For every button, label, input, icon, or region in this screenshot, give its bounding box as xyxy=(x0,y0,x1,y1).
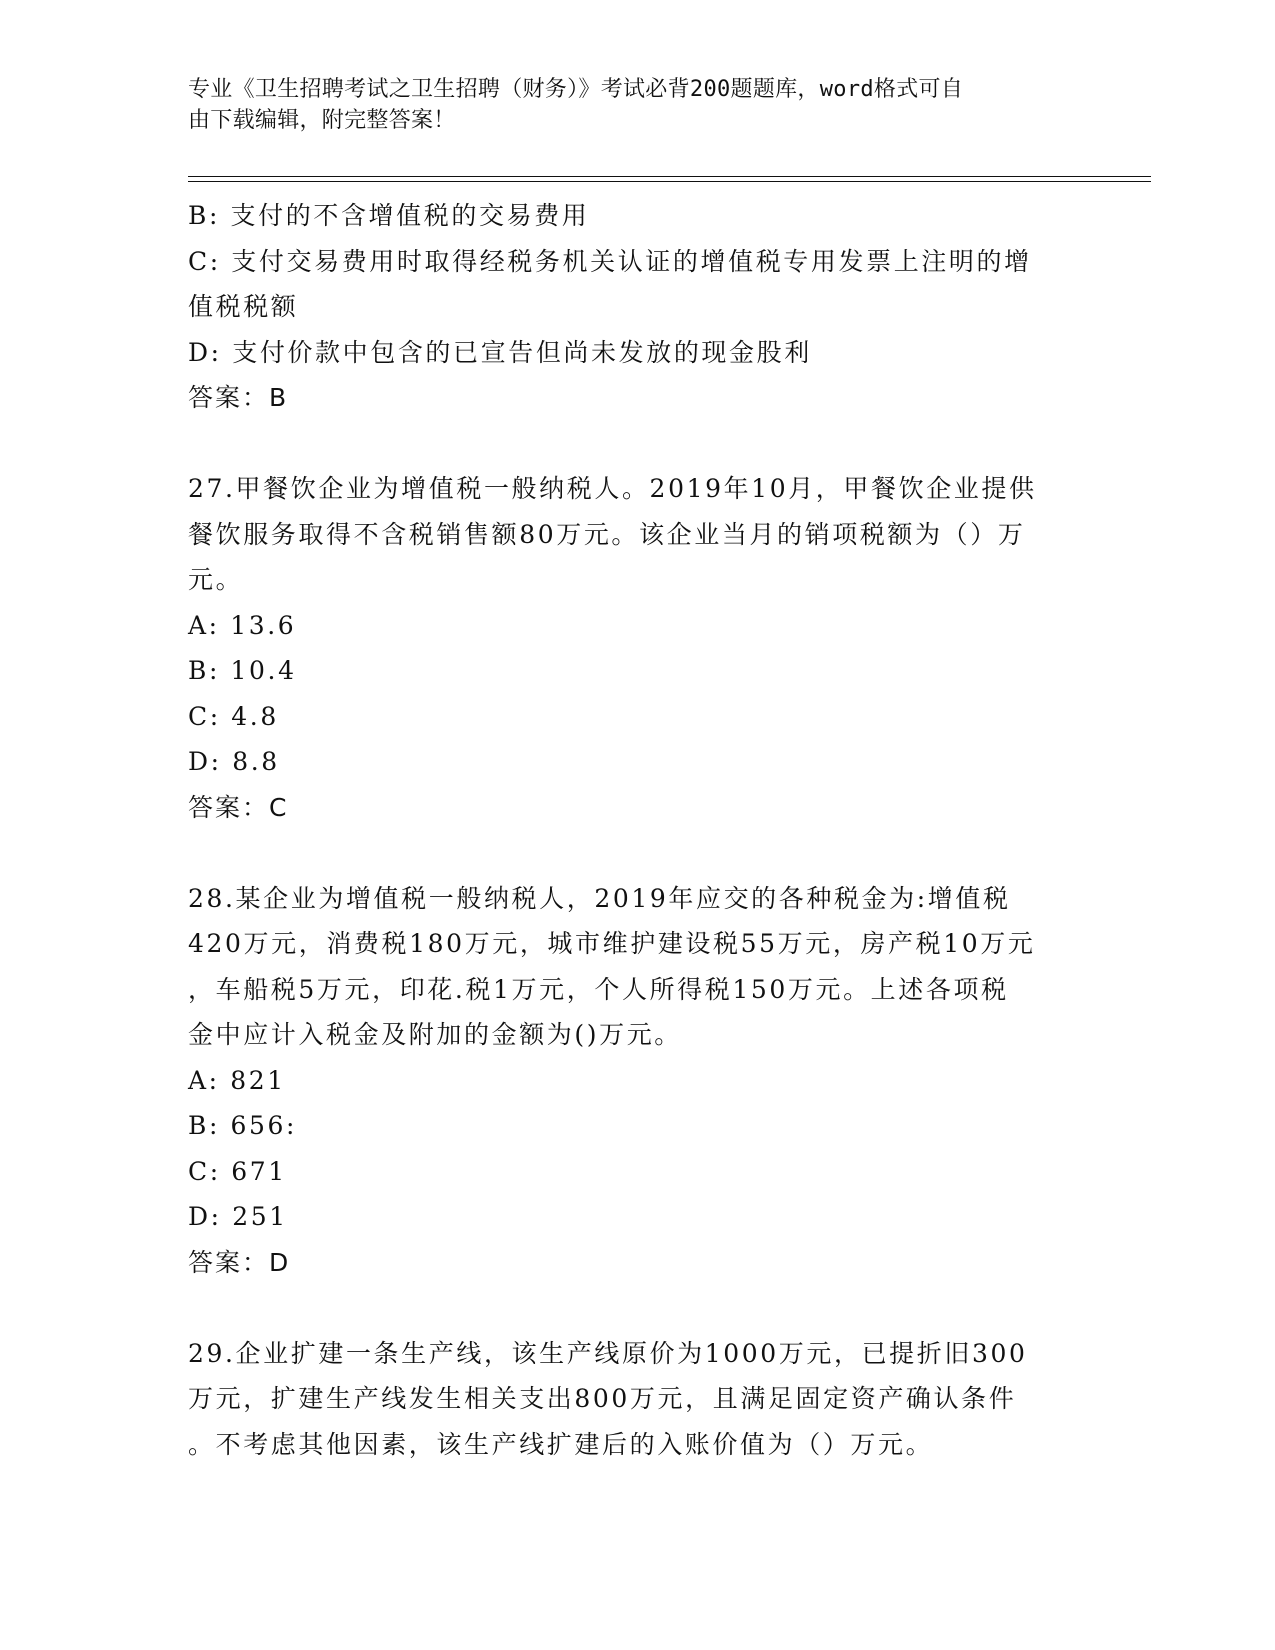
document-body xyxy=(188,193,1088,1467)
question-stem-line-4: 金中应计入税金及附加的金额为()万元。 xyxy=(188,1020,682,1049)
answer: 答案：B xyxy=(188,383,289,412)
header-divider-bottom xyxy=(188,181,1151,182)
option-b: B: 支付的不含增值税的交易费用 xyxy=(188,201,590,230)
spacer xyxy=(188,421,1088,467)
answer: 答案：C xyxy=(188,792,289,822)
question-28 xyxy=(188,876,1088,1286)
question-29 xyxy=(188,1331,1088,1468)
question-stem-line-2: 万元，扩建生产线发生相关支出800万元，且满足固定资产确认条件 xyxy=(188,1384,1017,1413)
question-stem-line-1: 27.甲餐饮企业为增值税一般纳税人。2019年10月，甲餐饮企业提供 xyxy=(188,474,1037,503)
spacer xyxy=(188,1285,1088,1331)
option-a: A: 821 xyxy=(188,1065,286,1095)
option-c: C: 4.8 xyxy=(188,701,279,731)
answer: 答案：D xyxy=(188,1247,291,1277)
document-header xyxy=(188,74,1068,136)
question-stem-line-1: 28.某企业为增值税一般纳税人，2019年应交的各种税金为:增值税 xyxy=(188,883,1011,913)
option-d: D: 支付价款中包含的已宣告但尚未发放的现金股利 xyxy=(188,337,812,367)
header-divider-top xyxy=(188,176,1151,177)
spacer xyxy=(188,830,1088,876)
question-stem-line-2: 420万元，消费税180万元，城市维护建设税55万元，房产税10万元 xyxy=(188,929,1036,958)
option-c-line-2: 值税税额 xyxy=(188,292,299,321)
question-stem-line-3: 元。 xyxy=(188,565,244,594)
option-d: D: 251 xyxy=(188,1202,288,1231)
question-stem-line-3: 。不考虑其他因素，该生产线扩建后的入账价值为（）万元。 xyxy=(188,1429,934,1459)
header-title-line-1: 专业《卫生招聘考试之卫生招聘（财务）》考试必背200题题库，word格式可自 xyxy=(188,77,964,102)
question-27 xyxy=(188,466,1088,830)
question-stem-line-2: 餐饮服务取得不含税销售额80万元。该企业当月的销项税额为（）万 xyxy=(188,519,1026,549)
option-d: D: 8.8 xyxy=(188,747,280,776)
option-a: A: 13.6 xyxy=(188,610,297,640)
option-c-line-1: C: 支付交易费用时取得经税务机关认证的增值税专用发票上注明的增 xyxy=(188,246,1032,276)
question-26-tail xyxy=(188,193,1088,421)
header-title-line-2: 由下载编辑，附完整答案！ xyxy=(188,108,456,133)
question-stem-line-1: 29.企业扩建一条生产线，该生产线原价为1000万元，已提折旧300 xyxy=(188,1338,1028,1368)
option-b: B: 10.4 xyxy=(188,656,297,685)
question-stem-line-3: ，车船税5万元，印花.税1万元，个人所得税150万元。上述各项税 xyxy=(188,974,1009,1004)
option-c: C: 671 xyxy=(188,1156,287,1186)
option-b: B: 656: xyxy=(188,1111,298,1140)
